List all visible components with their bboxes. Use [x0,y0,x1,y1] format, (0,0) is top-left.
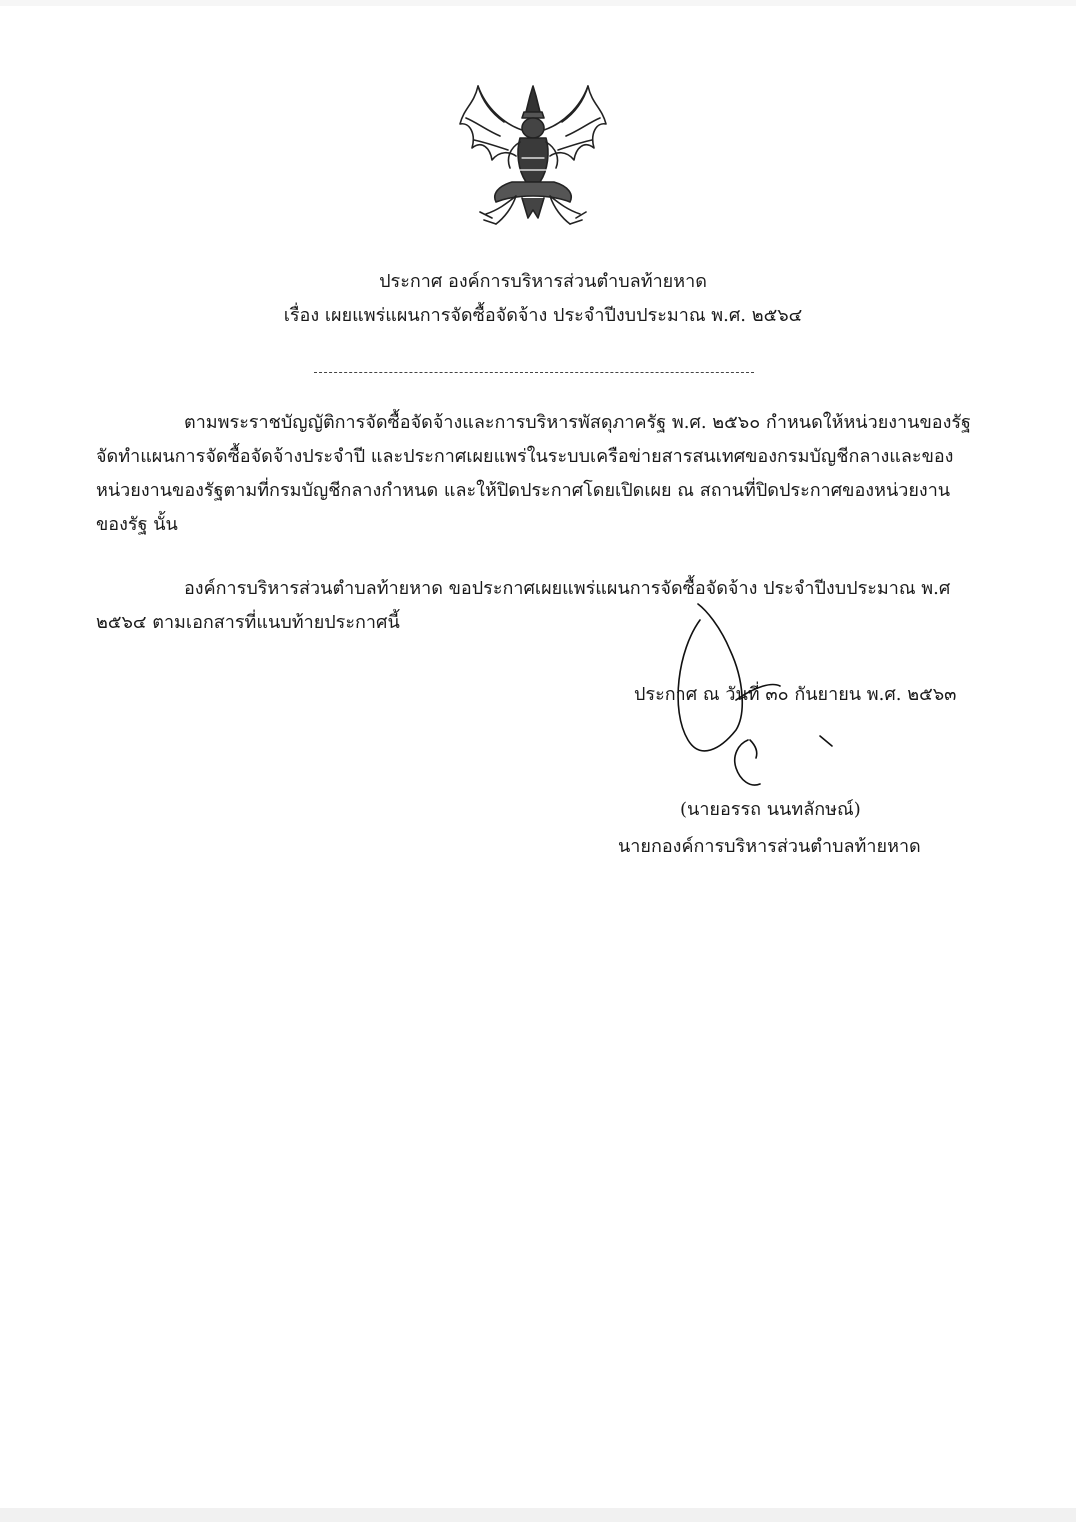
subject-heading: เรื่อง เผยแพร่แผนการจัดซื้อจัดจ้าง ประจำปีงบประมาณ พ.ศ. ๒๕๖๔ [283,305,803,326]
announcement-date: ประกาศ ณ วันที่ ๓๐ กันยายน พ.ศ. ๒๕๖๓ [634,684,957,705]
paragraph-1-line: ของรัฐ นั้น [96,514,178,535]
garuda-emblem-icon [456,78,610,228]
paragraph-1-line: ตามพระราชบัญญัติการจัดซื้อจัดจ้างและการบริหารพัสดุภาครัฐ พ.ศ. ๒๕๖๐ กำหนดให้หน่วยงานของรัฐ [184,412,971,433]
paragraph-1-line: จัดทำแผนการจัดซื้อจัดจ้างประจำปี และประกาศเผยแพร่ในระบบเครือข่ายสารสนเทศของกรมบัญชีกลางและของ [96,446,954,467]
paragraph-1-line: หน่วยงานของรัฐตามที่กรมบัญชีกลางกำหนด และให้ปิดประกาศโดยเปิดเผย ณ สถานที่ปิดประกาศของหน่วยงาน [96,480,951,501]
handwritten-signature-icon [660,590,840,800]
paragraph-2 [96,572,976,640]
paragraph-2-line: องค์การบริหารส่วนตำบลท้ายหาด ขอประกาศเผยแพร่แผนการจัดซื้อจัดจ้าง ประจำปีงบประมาณ พ.ศ [184,578,951,599]
signer-position: นายกองค์การบริหารส่วนตำบลท้ายหาด [618,836,921,857]
signer-name: (นายอรรถ นนทลักษณ์) [680,799,861,820]
announcement-heading: ประกาศ องค์การบริหารส่วนตำบลท้ายหาด [379,271,707,292]
paragraph-2-line: ๒๕๖๔ ตามเอกสารที่แนบท้ายประกาศนี้ [96,612,400,633]
paragraph-1 [96,406,976,542]
dashed-divider [314,372,754,373]
